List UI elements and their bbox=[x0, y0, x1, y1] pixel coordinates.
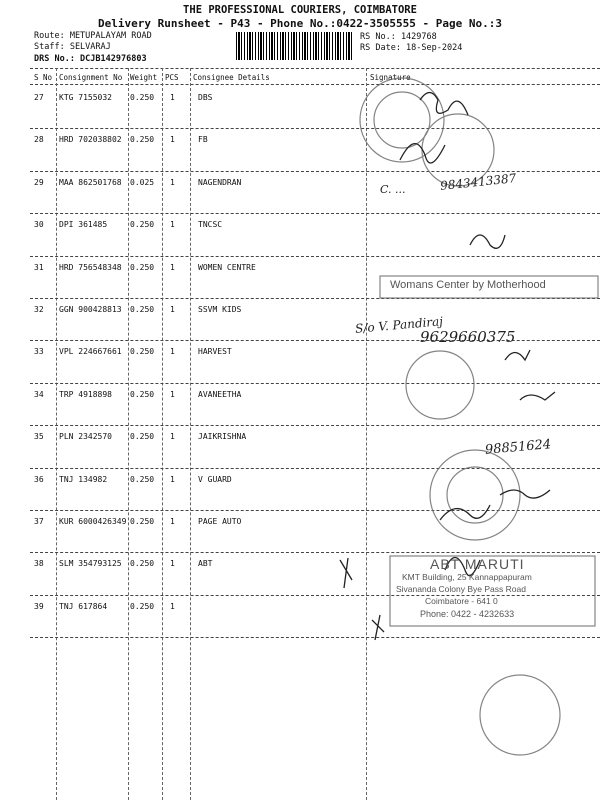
row-consignee: HARVEST bbox=[198, 347, 232, 357]
row-separator bbox=[30, 128, 600, 129]
row-consignment-no: MAA 862501768 bbox=[59, 177, 122, 187]
table-top-rule bbox=[30, 68, 600, 69]
row-weight: 0.250 bbox=[130, 432, 155, 442]
row-sno: 31 bbox=[34, 262, 44, 272]
row-sno: 36 bbox=[34, 474, 44, 484]
row-consignee: TNCSC bbox=[198, 220, 223, 230]
row-weight: 0.025 bbox=[130, 177, 155, 187]
row-sno: 38 bbox=[34, 559, 44, 569]
runsheet-subtitle: Delivery Runsheet - P43 - Phone No.:0422-3505555 - Page No.:3 bbox=[98, 17, 502, 30]
table-row bbox=[0, 512, 600, 554]
row-separator bbox=[30, 213, 600, 214]
table-row bbox=[0, 470, 600, 512]
row-pcs: 1 bbox=[170, 93, 175, 102]
row-separator bbox=[30, 595, 600, 596]
row-pcs: 1 bbox=[170, 517, 175, 526]
row-consignment-no: HRD 702038802 bbox=[59, 135, 122, 145]
row-consignment-no: GGN 900428813 bbox=[59, 305, 122, 314]
handwritten-phone: 9629660375 bbox=[420, 328, 516, 346]
row-pcs: 1 bbox=[170, 177, 175, 187]
table-row bbox=[0, 130, 600, 172]
abt-stamp-phone: Phone: 0422 - 4232633 bbox=[420, 609, 515, 619]
row-pcs: 1 bbox=[170, 220, 175, 230]
row-pcs: 1 bbox=[170, 474, 175, 484]
row-consignment-no: TNJ 134982 bbox=[59, 474, 108, 484]
handwritten-phone: 9843413387 bbox=[439, 171, 517, 193]
row-consignment-no: KTG 7155032 bbox=[59, 93, 112, 102]
row-weight: 0.250 bbox=[130, 305, 155, 314]
row-consignee: DBS bbox=[198, 93, 213, 102]
row-weight: 0.250 bbox=[130, 347, 155, 357]
row-weight: 0.250 bbox=[130, 220, 155, 230]
womens-center-stamp-text: Womans Center by Motherhood bbox=[390, 279, 546, 291]
row-weight: 0.250 bbox=[130, 389, 155, 399]
col-header-signature: Signature bbox=[370, 73, 411, 82]
row-consignment-no: DPI 361485 bbox=[59, 220, 108, 230]
row-sno: 33 bbox=[34, 347, 44, 357]
row-weight: 0.250 bbox=[130, 262, 155, 272]
col-header-sno: S No bbox=[34, 73, 53, 82]
row-pcs: 1 bbox=[170, 347, 175, 357]
row-pcs: 1 bbox=[170, 305, 175, 314]
row-consignee: PAGE AUTO bbox=[198, 517, 242, 526]
row-sno: 37 bbox=[34, 517, 44, 526]
row-consignment-no: KUR 6000426349 bbox=[59, 517, 127, 526]
row-consignment-no: VPL 224667661 bbox=[59, 347, 122, 357]
row-separator bbox=[30, 298, 600, 299]
handwritten-phone: 98851624 bbox=[484, 437, 552, 458]
row-pcs: 1 bbox=[170, 559, 175, 569]
row-separator bbox=[30, 637, 600, 638]
row-weight: 0.250 bbox=[130, 559, 155, 569]
row-consignee: ABT bbox=[198, 559, 213, 569]
row-sno: 29 bbox=[34, 177, 44, 187]
row-consignee: V GUARD bbox=[198, 474, 232, 484]
table-row bbox=[0, 88, 600, 130]
row-sno: 35 bbox=[34, 432, 44, 442]
row-separator bbox=[30, 510, 600, 511]
row-consignee: AVANEETHA bbox=[198, 389, 242, 399]
rs-number: RS No.: 1429768 bbox=[360, 32, 437, 42]
row-separator bbox=[30, 552, 600, 553]
courier-stamp-circle bbox=[480, 675, 560, 755]
row-pcs: 1 bbox=[170, 135, 175, 145]
col-header-pcs: PCS bbox=[165, 73, 179, 82]
row-weight: 0.250 bbox=[130, 517, 155, 526]
row-consignment-no: TRP 4918898 bbox=[59, 389, 112, 399]
row-pcs: 1 bbox=[170, 262, 175, 272]
table-row bbox=[0, 342, 600, 384]
abt-stamp-line: Coimbatore - 641 0 bbox=[425, 596, 498, 606]
abt-stamp-line: KMT Building, 25 Kannappapuram bbox=[402, 572, 532, 582]
row-separator bbox=[30, 256, 600, 257]
abt-stamp-line: Sivananda Colony Bye Pass Road bbox=[396, 584, 526, 594]
row-weight: 0.250 bbox=[130, 93, 155, 102]
table-row bbox=[0, 385, 600, 427]
row-consignee: FB bbox=[198, 135, 208, 145]
row-consignment-no: HRD 756548348 bbox=[59, 262, 122, 272]
col-header-consignee: Consignee Details bbox=[193, 73, 270, 82]
handwritten-signature: C. ... bbox=[380, 183, 406, 196]
row-weight: 0.250 bbox=[130, 474, 155, 484]
col-header-consignment: Consignment No bbox=[59, 73, 123, 82]
row-consignment-no: TNJ 617864 bbox=[59, 601, 108, 611]
staff-label: Staff: SELVARAJ bbox=[34, 42, 111, 52]
row-pcs: 1 bbox=[170, 432, 175, 442]
row-separator bbox=[30, 468, 600, 469]
row-separator bbox=[30, 383, 600, 384]
row-consignee: NAGENDRAN bbox=[198, 177, 242, 187]
row-sno: 39 bbox=[34, 601, 44, 611]
col-header-weight: Weight bbox=[130, 73, 158, 82]
drs-number: DRS No.: DCJB142976803 bbox=[34, 54, 147, 64]
row-pcs: 1 bbox=[170, 601, 175, 611]
row-sno: 30 bbox=[34, 220, 44, 230]
company-title: THE PROFESSIONAL COURIERS, COIMBATORE bbox=[183, 4, 417, 16]
row-consignee: SSVM KIDS bbox=[198, 305, 242, 314]
row-consignee: JAIKRISHNA bbox=[198, 432, 247, 442]
abt-stamp-name: ABT MARUTI bbox=[430, 556, 525, 572]
table-row bbox=[0, 215, 600, 257]
row-weight: 0.250 bbox=[130, 135, 155, 145]
row-pcs: 1 bbox=[170, 389, 175, 399]
row-sno: 27 bbox=[34, 93, 44, 102]
row-sno: 34 bbox=[34, 389, 44, 399]
row-consignment-no: SLM 354793125 bbox=[59, 559, 122, 569]
row-sno: 32 bbox=[34, 305, 44, 314]
header-bottom-rule bbox=[30, 84, 600, 85]
row-weight: 0.250 bbox=[130, 601, 155, 611]
rs-date: RS Date: 18-Sep-2024 bbox=[360, 43, 463, 53]
row-consignee: WOMEN CENTRE bbox=[198, 262, 256, 272]
row-consignment-no: PLN 2342570 bbox=[59, 432, 112, 442]
handwritten-name: S/o V. Pandiraj bbox=[354, 314, 444, 336]
row-sno: 28 bbox=[34, 135, 44, 145]
route-label: Route: METUPALAYAM ROAD bbox=[34, 31, 152, 41]
row-separator bbox=[30, 425, 600, 426]
barcode bbox=[236, 32, 354, 60]
